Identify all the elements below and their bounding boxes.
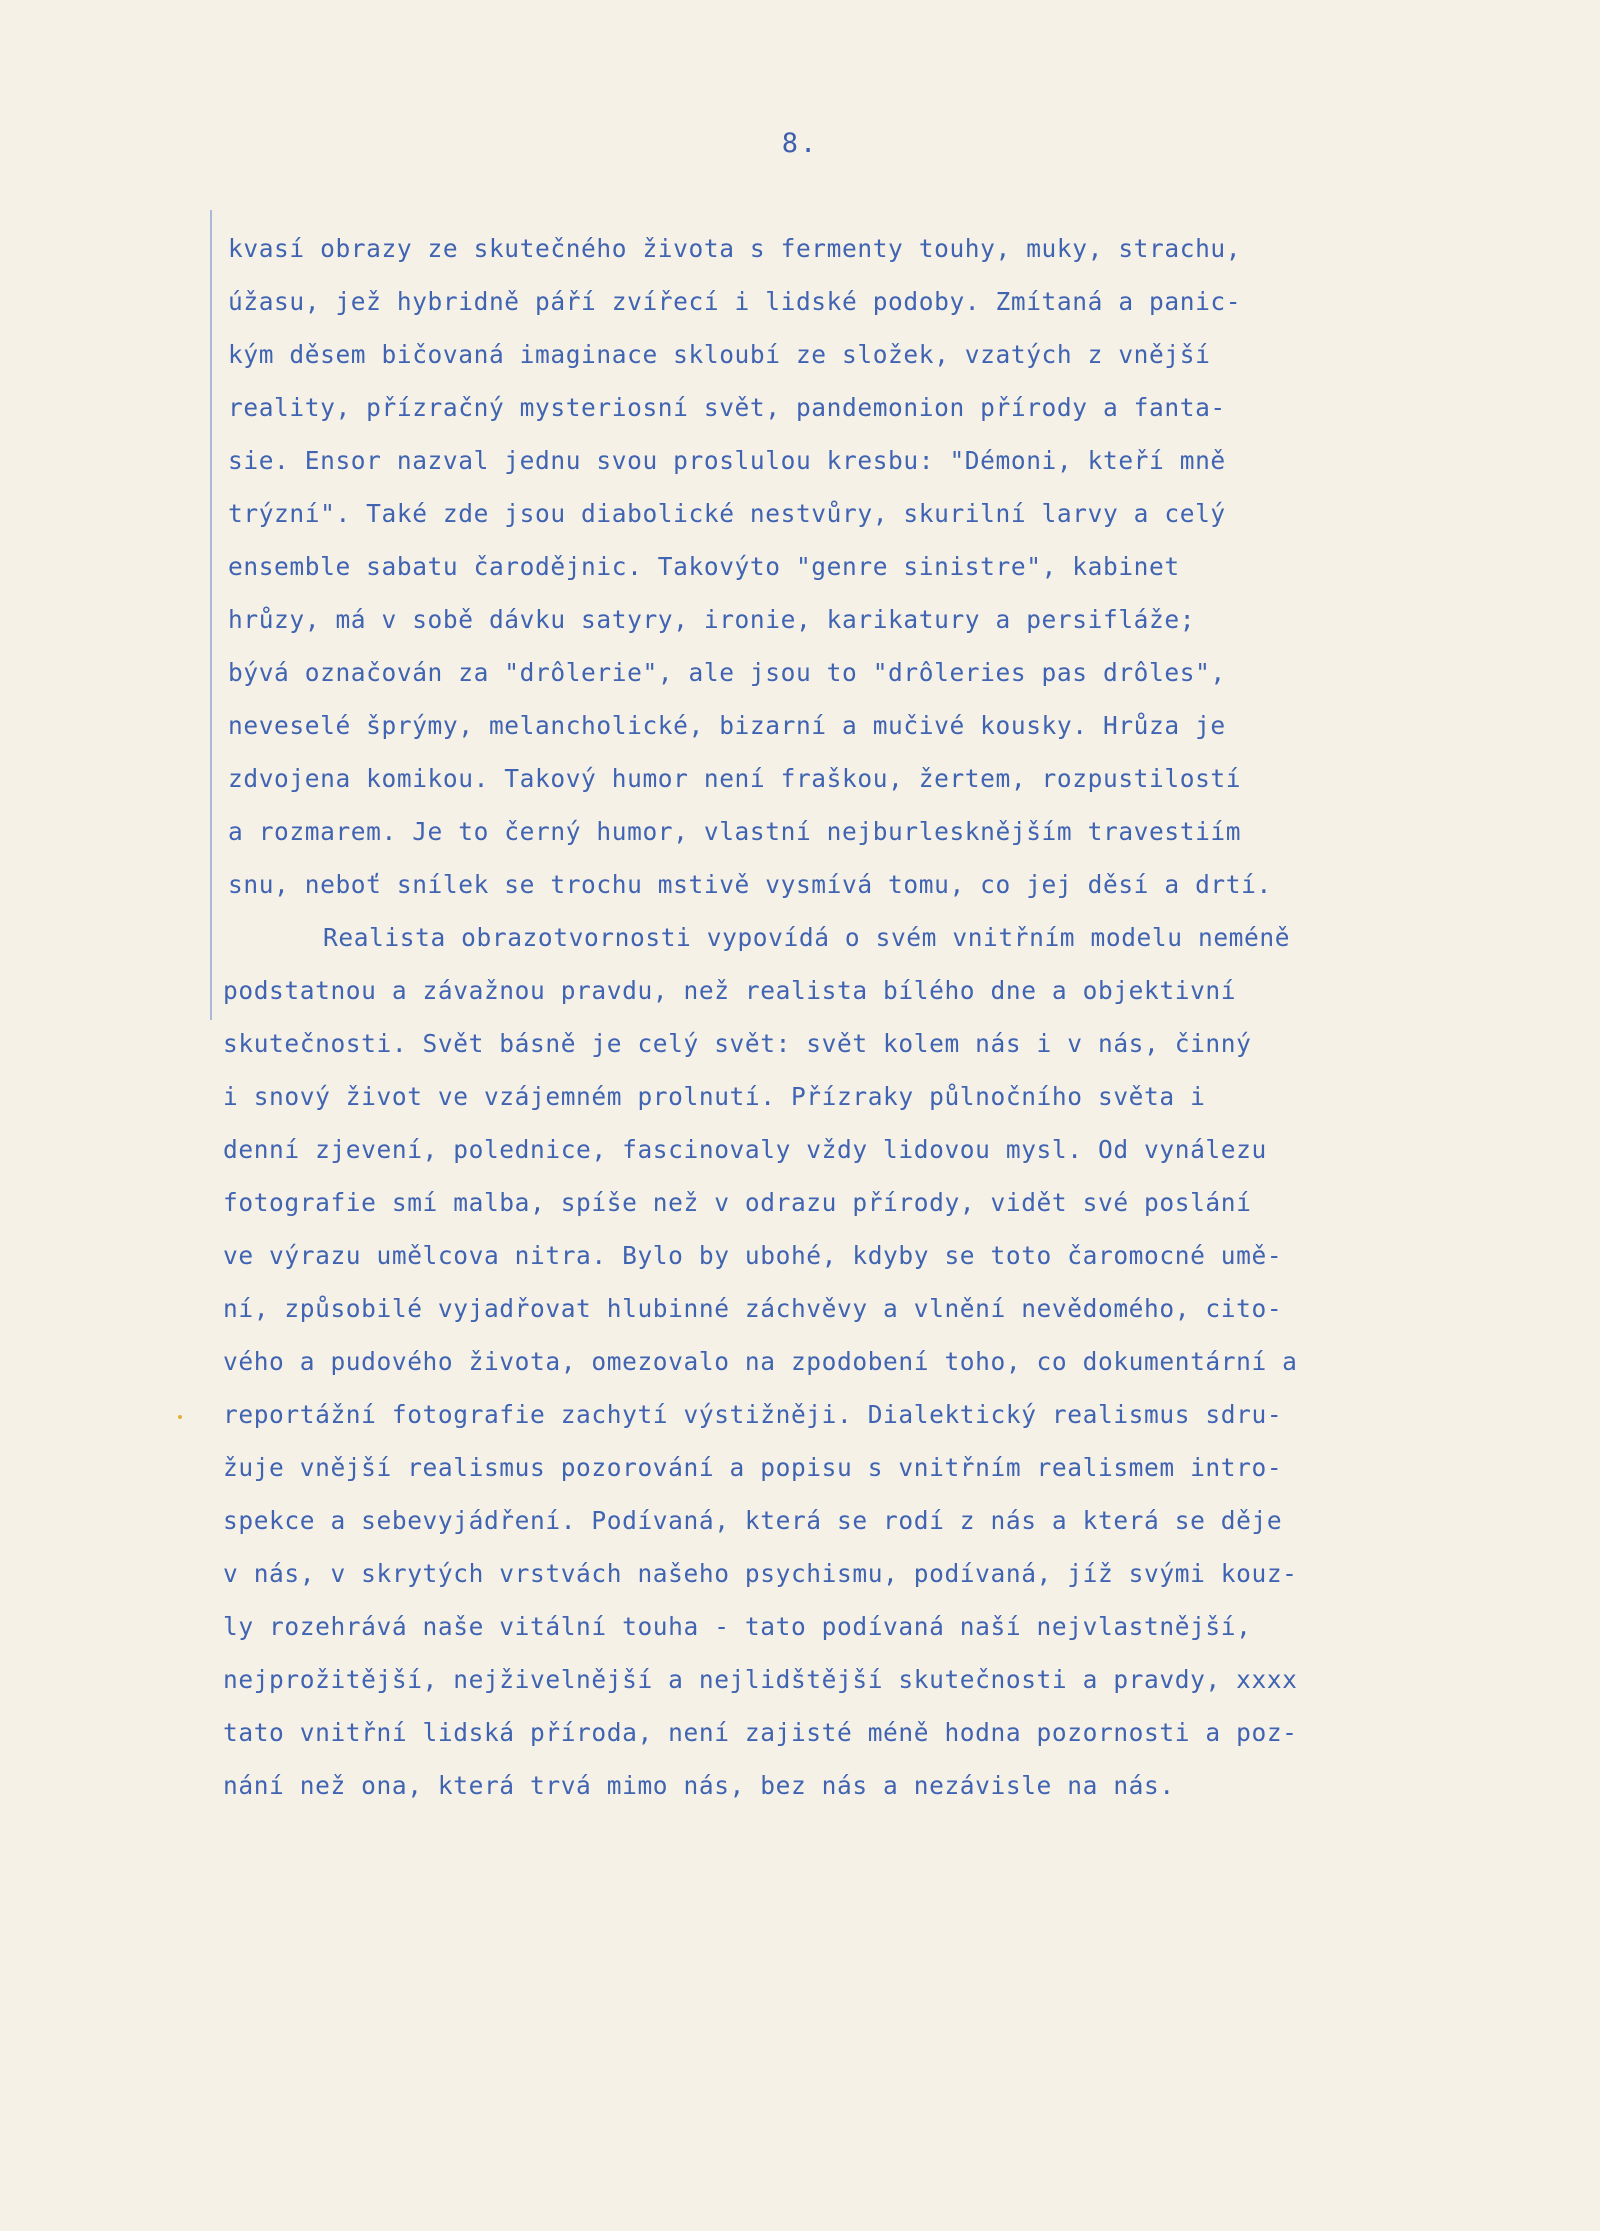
text-line: kým děsem bičovaná imaginace skloubí ze složek, vzatých z vnější (228, 340, 1211, 369)
text-line: bývá označován za "drôlerie", ale jsou to "drôleries pas drôles", (228, 658, 1226, 687)
text-line: ensemble sabatu čarodějnic. Takovýto "genre sinistre", kabinet (228, 552, 1180, 581)
text-line: skutečnosti. Svět básně je celý svět: svět kolem nás i v nás, činný (223, 1029, 1252, 1058)
text-line: úžasu, jež hybridně páří zvířecí i lidské podoby. Zmítaná a panic- (228, 287, 1242, 316)
text-line: podstatnou a závažnou pravdu, než realista bílého dne a objektivní (223, 976, 1237, 1005)
text-line: reportážní fotografie zachytí výstižněji. Dialektický realismus sdru- (223, 1400, 1283, 1429)
text-line: tato vnitřní lidská příroda, není zajisté méně hodna pozornosti a poz- (223, 1718, 1298, 1747)
text-line: ní, způsobilé vyjadřovat hlubinné záchvěvy a vlnění nevědomého, cito- (223, 1294, 1283, 1323)
text-line: reality, přízračný mysteriosní svět, pandemonion přírody a fanta- (228, 393, 1226, 422)
text-line: vého a pudového života, omezovalo na zpodobení toho, co dokumentární a (223, 1347, 1298, 1376)
text-line: nejprožitější, nejživelnější a nejlidštější skutečnosti a pravdy, xxxx (223, 1665, 1298, 1694)
text-line: snu, neboť snílek se trochu mstivě vysmívá tomu, co jej děsí a drtí. (228, 870, 1272, 899)
text-line: žuje vnější realismus pozorování a popisu s vnitřním realismem intro- (223, 1453, 1283, 1482)
text-line: ly rozehrává naše vitální touha - tato podívaná naší nejvlastnější, (223, 1612, 1252, 1641)
text-line: nání než ona, která trvá mimo nás, bez nás a nezávisle na nás. (223, 1771, 1175, 1800)
text-line: hrůzy, má v sobě dávku satyry, ironie, karikatury a persifláže; (228, 605, 1196, 634)
text-line: spekce a sebevyjádření. Podívaná, která se rodí z nás a která se děje (223, 1506, 1283, 1535)
text-line: denní zjevení, polednice, fascinovaly vždy lidovou mysl. Od vynálezu (223, 1135, 1267, 1164)
text-line: fotografie smí malba, spíše než v odrazu přírody, vidět své poslání (223, 1188, 1252, 1217)
page-number: 8. (781, 128, 819, 159)
text-line: i snový život ve vzájemném prolnutí. Přízraky půlnočního světa i (223, 1082, 1206, 1111)
text-line: trýzní". Také zde jsou diabolické nestvůry, skurilní larvy a celý (228, 499, 1226, 528)
paper-speck (178, 1415, 182, 1419)
text-line: a rozmarem. Je to černý humor, vlastní nejburlesknějším travestiím (228, 817, 1242, 846)
text-line: Realista obrazotvornosti vypovídá o svém vnitřním modelu neméně (323, 923, 1291, 952)
text-line: zdvojena komikou. Takový humor není fraškou, žertem, rozpustilostí (228, 764, 1242, 793)
body-text (223, 222, 1558, 1812)
text-line: kvasí obrazy ze skutečného života s fermenty touhy, muky, strachu, (228, 234, 1242, 263)
text-line: ve výrazu umělcova nitra. Bylo by ubohé, kdyby se toto čaromocné umě- (223, 1241, 1283, 1270)
paragraph-2 (223, 911, 1558, 1812)
margin-rule (210, 210, 212, 1020)
text-line: neveselé šprýmy, melancholické, bizarní a mučivé kousky. Hrůza je (228, 711, 1226, 740)
text-line: v nás, v skrytých vrstvách našeho psychismu, podívaná, jíž svými kouz- (223, 1559, 1298, 1588)
paragraph-1 (228, 222, 1558, 911)
text-line: sie. Ensor nazval jednu svou proslulou kresbu: "Démoni, kteří mně (228, 446, 1226, 475)
